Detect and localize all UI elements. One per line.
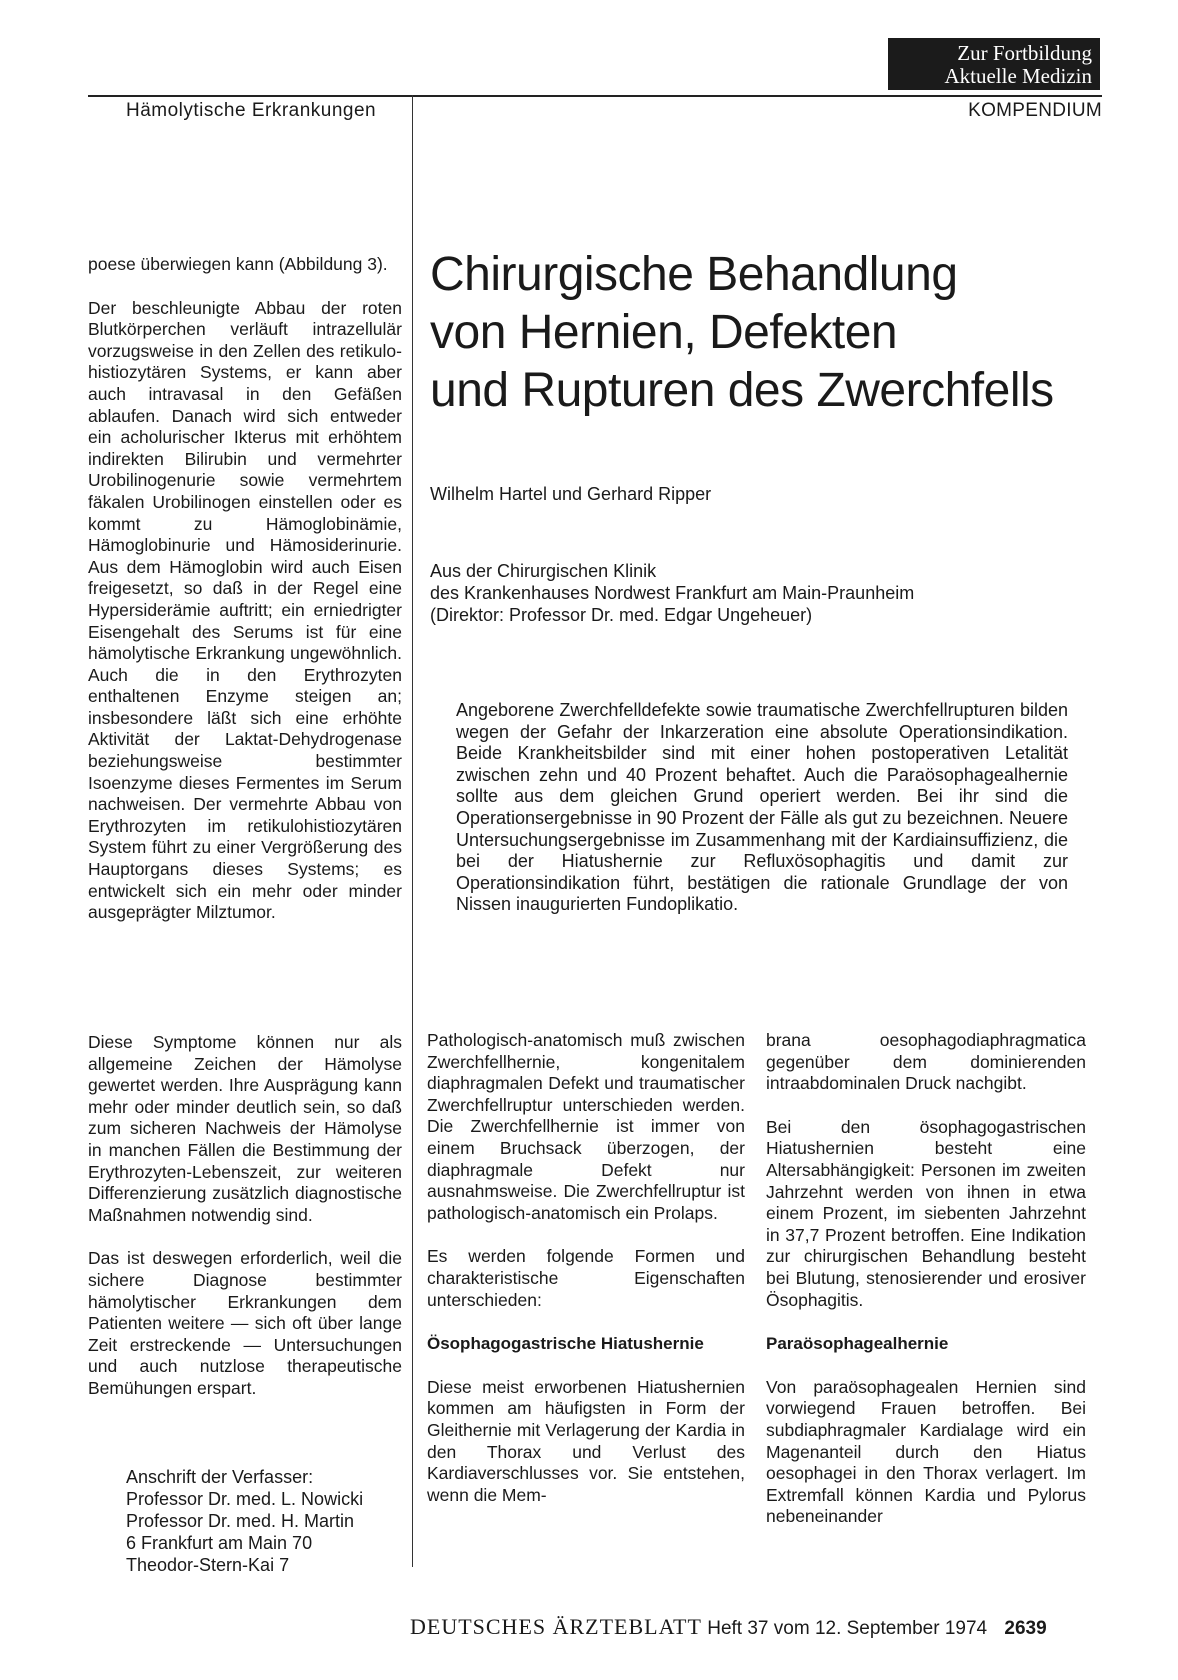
affiliation-line: des Krankenhauses Nordwest Frankfurt am Main-Praunheim [430,583,915,603]
running-header-left: Hämolytische Erkrankungen [126,100,377,121]
paragraph: poese überwiegen kann (Abbildung 3). [88,254,388,274]
article-title [430,246,1110,420]
article-abstract: Angeborene Zwerchfelldefekte sowie traumatische Zwerchfellrupturen bilden wegen der Gefahr der Inkarzeration eine absolute Operationsindikation. Beide Krankheitsbilder sind mit einer hohen postoperativen Letalität zwischen zehn und 40 Prozent behaftet. Auch die Paraösophagealhernie sollte aus dem gleichen Grund operiert werden. Bei ihr sind die Operationsergebnisse in 90 Prozent der Fälle als gut zu bezeichnen. Neuere Untersuchungsergebnisse im Zusammenhang mit der Kardiainsuffizienz, die bei der Hiatushernie zur Refluxösophagitis und damit zur Operationsindikation führt, bestätigen die rationale Grundlage der von Nissen inaugurierten Fundoplikatio. [456,700,1068,915]
article-column-3 [766,1030,1086,1550]
previous-article-column-top [88,254,402,946]
title-line: Chirurgische Behandlung [430,248,958,301]
address-line: Theodor-Stern-Kai 7 [126,1555,290,1575]
header-rule [88,95,1102,97]
address-line: 6 Frankfurt am Main 70 [126,1533,313,1553]
article-affiliation [430,560,914,626]
section-heading: Ösophagogastrische Hiatushernie [427,1334,704,1354]
paragraph: Diese Symptome können nur als allgemeine Zeichen der Hämolyse gewertet werden. Ihre Ausprägung kann mehr oder minder deutlich sein, so daß zum sicheren Nachweis der Hämolyse in manchen Fällen die Bestimmung der Erythrozyten-Lebenszeit, zur weiteren Differenzierung zusätzlich diagnostische Maßnahmen notwendig sind. [88,1032,402,1225]
column-divider [412,95,413,1567]
author-address [126,1466,406,1576]
paragraph: Es werden folgende Formen und charakteristische Eigenschaften unterschieden: [427,1246,745,1310]
address-heading: Anschrift der Verfasser: [126,1467,314,1487]
affiliation-line: (Direktor: Professor Dr. med. Edgar Ungeheuer) [430,605,813,625]
paragraph: Das ist deswegen erforderlich, weil die sichere Diagnose bestimmter hämolytischer Erkrankungen dem Patienten weitere — sich oft über lange Zeit erstreckende — Untersuchungen und auch nutzlose therapeutische Bemühungen erspart. [88,1248,402,1398]
title-line: von Hernien, Defekten [430,306,898,359]
page-footer [410,1614,1047,1640]
address-line: Professor Dr. med. H. Martin [126,1511,355,1531]
paragraph: Von paraösophagealen Hernien sind vorwiegend Frauen betroffen. Bei subdiaphragmaler Kardialage wird ein Magenanteil durch den Hiatus oesophagei in den Thorax verlagert. Im Extremfall können Kardia und Pylorus nebeneinander [766,1376,1086,1527]
paragraph: Bei den ösophagogastrischen Hiatushernien besteht eine Altersabhängigkeit: Personen im zweiten Jahrzehnt werden von ihnen in etwa einem Prozent, im siebenten Jahrzehnt in 37,7 Prozent betroffen. Eine Indikation zur chirurgischen Behandlung besteht bei Blutung, stenosierender und erosiver Ösophagitis. [766,1116,1086,1310]
journal-name: DEUTSCHES ÄRZTEBLATT [410,1614,702,1639]
badge-line-2: Aktuelle Medizin [944,64,1092,88]
running-header-right: KOMPENDIUM [968,100,1102,121]
affiliation-line: Aus der Chirurgischen Klinik [430,561,657,581]
address-line: Professor Dr. med. L. Nowicki [126,1489,364,1509]
paragraph: Pathologisch-anatomisch muß zwischen Zwerchfellhernie, kongenitalem diaphragmalen Defekt und traumatischer Zwerchfellruptur unterschieden werden. Die Zwerchfellhernie ist immer von einem Bruchsack überzogen, der diaphragmale Defekt nur ausnahmsweise. Die Zwerchfellruptur ist pathologisch-anatomisch ein Prolaps. [427,1030,745,1223]
issue-info: Heft 37 vom 12. September 1974 [707,1618,988,1639]
badge-line-1: Zur Fortbildung [957,41,1092,65]
paragraph: Diese meist erworbenen Hiatushernien kommen am häufigsten in Form der Gleithernie mit Verlagerung der Kardia in den Thorax und Verlust des Kardiaverschlusses vor. Sie entstehen, wenn die Mem- [427,1376,745,1505]
section-heading: Paraösophagealhernie [766,1334,949,1354]
article-authors: Wilhelm Hartel und Gerhard Ripper [430,484,712,504]
title-line: und Rupturen des Zwerchfells [430,364,1054,417]
article-column-2 [427,1030,745,1528]
section-badge [888,38,1100,90]
page-number: 2639 [1004,1618,1047,1639]
paragraph: brana oesophagodiaphragmatica gegenüber dem dominierenden intraabdominalen Druck nachgibt. [766,1030,1086,1094]
paragraph: Der beschleunigte Abbau der roten Blutkörperchen verläuft intrazellulär vorzugsweise in den Zellen des retikulo-histiozytären Systems, er kann aber auch intravasal in den Gefäßen ablaufen. Danach wird sich entweder ein acholurischer Ikterus mit erhöhtem indirekten Bilirubin und vermehrter Urobilinogenurie sowie vermehrtem fäkalen Urobilinogen einstellen oder es kommt zu Hämoglobinämie, Hämoglobinurie und Hämosiderinurie. Aus dem Hämoglobin wird auch Eisen freigesetzt, so daß in der Regel eine Hypersiderämie auftritt; ein erniedrigter Eisengehalt des Serums ist für eine hämolytische Erkrankung ungewöhnlich. Auch die in den Erythrozyten enthaltenen Enzyme steigen an; insbesondere läßt sich eine erhöhte Aktivität der Laktat-Dehydrogenase beziehungsweise bestimmter Isoenzyme dieses Fermentes im Serum nachweisen. Der vermehrte Abbau von Erythrozyten im retikulohistiozytären System führt zu einer Vergrößerung des Hauptorgans dieses Systems; es entwickelt sich ein mehr oder minder ausgeprägter Milztumor. [88,297,402,923]
previous-article-column-bottom [88,1032,402,1422]
